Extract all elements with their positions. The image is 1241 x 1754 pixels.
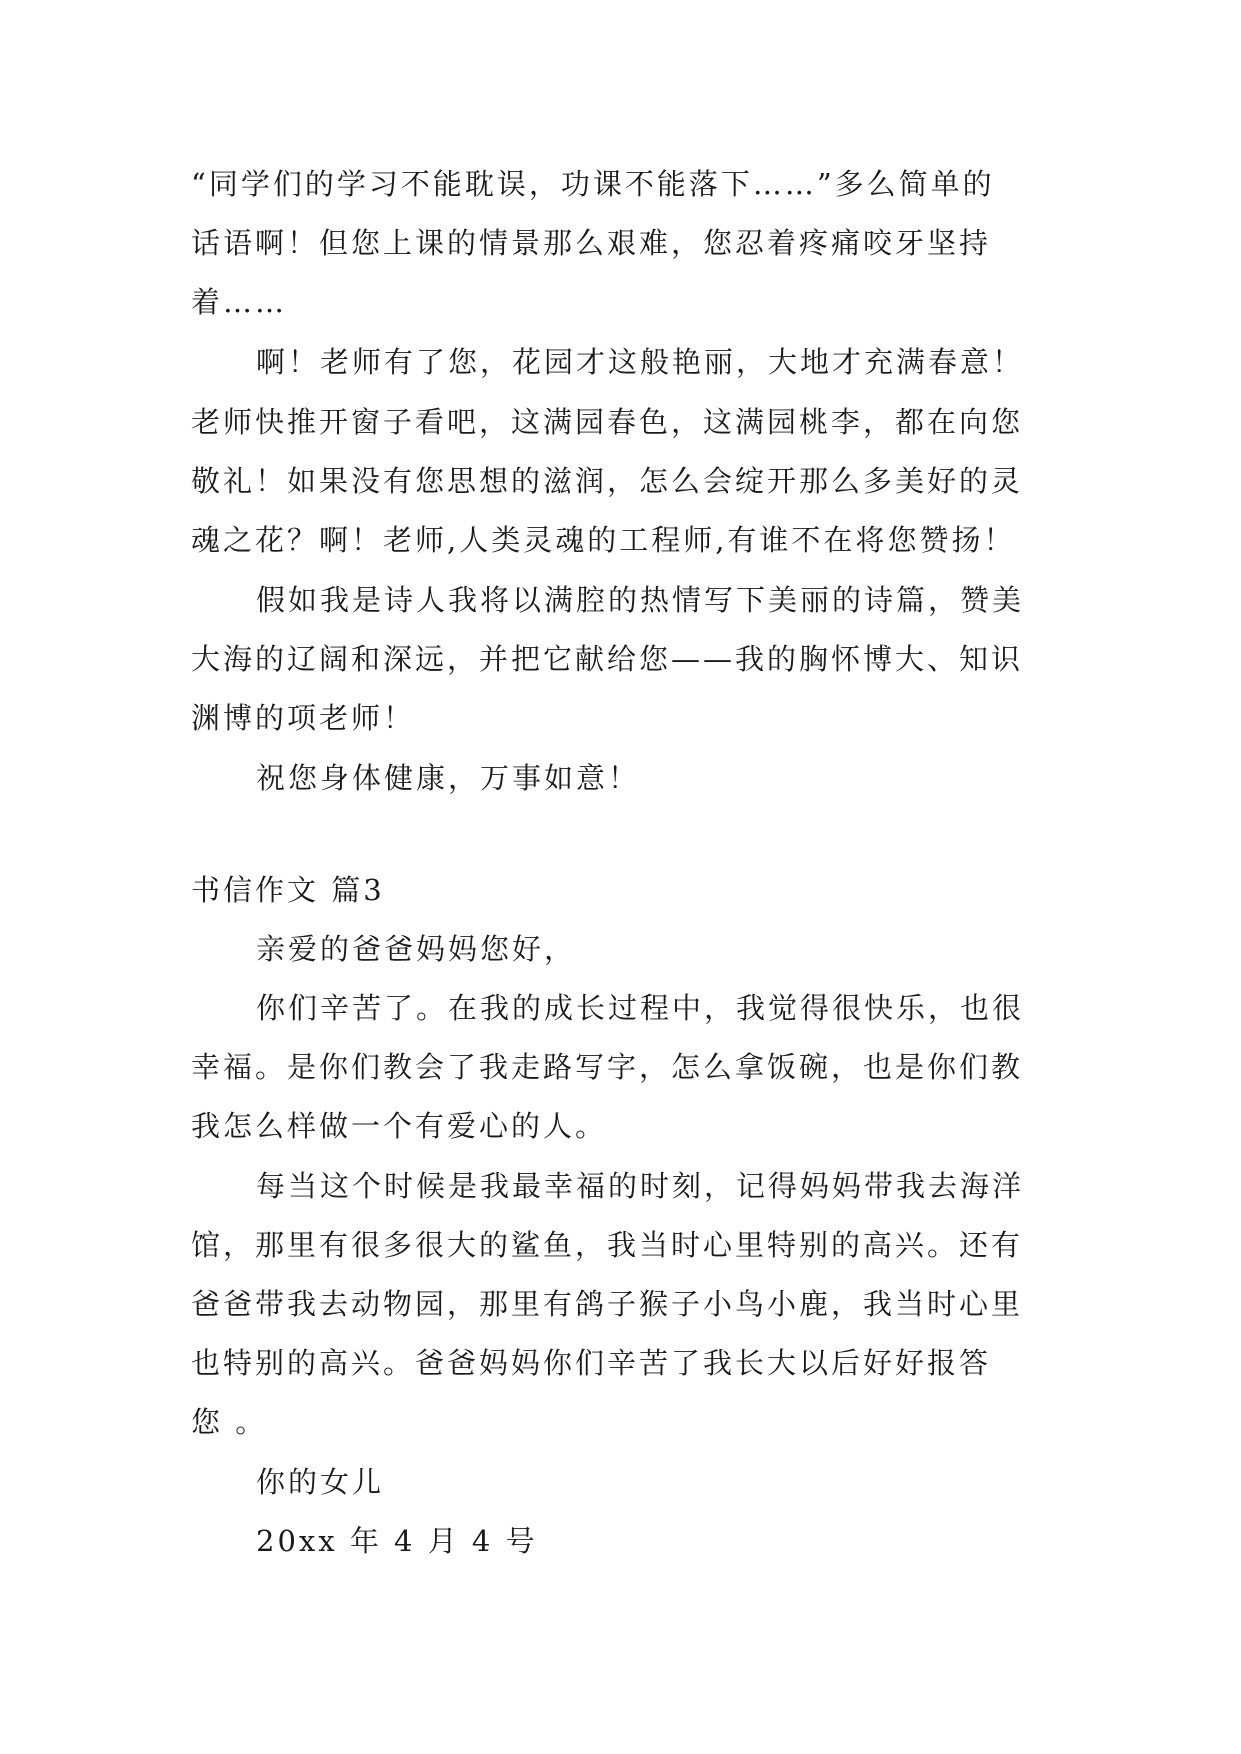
text-line: 亲爱的爸爸妈妈您好， [256,932,577,966]
text-line: 假如我是诗人我将以满腔的热情写下美丽的诗篇，赞美 [256,583,1025,617]
text-line: 老师快推开窗子看吧，这满园春色，这满园桃李，都在向您 [191,405,1024,439]
text-line: 每当这个时候是我最幸福的时刻，记得妈妈带我去海洋 [256,1169,1025,1203]
signature: 你的女儿 [256,1465,385,1499]
text-line: 幸福。是你们教会了我走路写字，怎么拿饭碗，也是你们教 [191,1050,1024,1084]
text-line: 您 。 [191,1405,268,1439]
text-line: 也特别的高兴。爸爸妈妈你们辛苦了我长大以后好好报答 [191,1346,992,1380]
text-line: 渊博的项老师！ [191,701,416,735]
text-line: 话语啊！但您上课的情景那么艰难，您忍着疼痛咬牙坚持 [191,226,992,260]
text-line: 馆，那里有很多很大的鲨鱼，我当时心里特别的高兴。还有 [191,1228,1024,1262]
text-line: 祝您身体健康，万事如意！ [256,761,641,795]
text-line: 魂之花？啊！老师,人类灵魂的工程师,有谁不在将您赞扬！ [191,523,1016,557]
text-line: “同学们的学习不能耽误，功课不能落下……”多么简单的 [191,167,995,201]
text-line: 敬礼！如果没有您思想的滋润，怎么会绽开那么多美好的灵 [191,464,1024,498]
date: 20xx 年 4 月 4 号 [256,1524,538,1558]
text-line: 爸爸带我去动物园，那里有鸽子猴子小鸟小鹿，我当时心里 [191,1287,1024,1321]
text-line: 大海的辽阔和深远，并把它献给您——我的胸怀博大、知识 [191,642,1024,676]
text-line: 你们辛苦了。在我的成长过程中，我觉得很快乐，也很 [256,991,1025,1025]
section-heading: 书信作文 篇3 [191,873,385,907]
text-line: 着…… [191,285,288,319]
text-line: 啊！老师有了您，花园才这般艳丽，大地才充满春意！ [256,345,1025,379]
text-line: 我怎么样做一个有爱心的人。 [191,1109,608,1143]
